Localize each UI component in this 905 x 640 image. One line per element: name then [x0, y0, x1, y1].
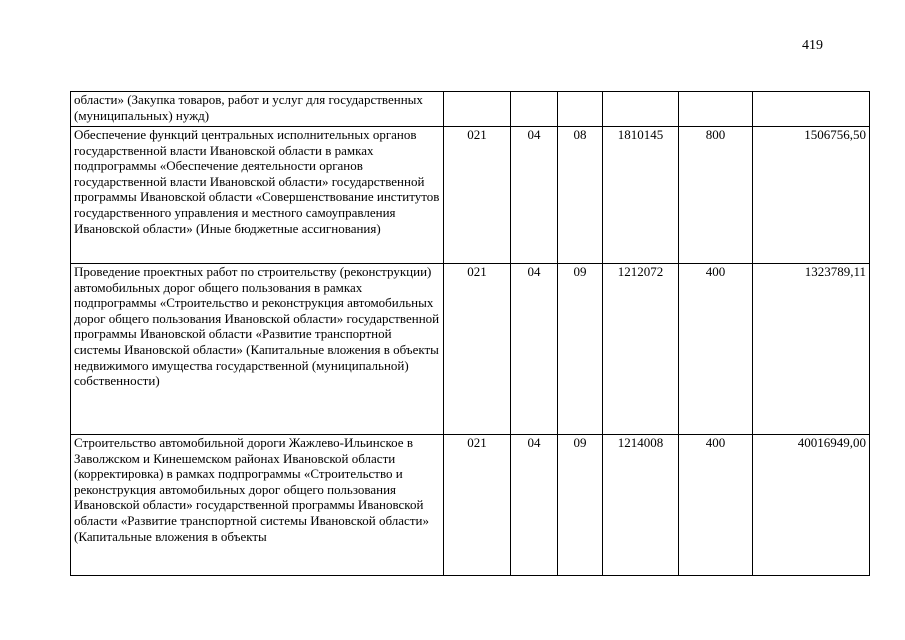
row-subsection-code: 09	[558, 264, 603, 435]
row-description: Проведение проектных работ по строительству (реконструкции) автомобильных дорог общего пользования в рамках подпрограммы «Строительство и реконструкция автомобильных дорог общего пользования Ивановской области» государственной программы Ивановской области «Развитие транспортной системы Ивановской области» (Капитальные вложения в объекты недвижимого имущества государственной (муниципальной) собственности)	[71, 264, 444, 435]
budget-table	[70, 91, 870, 576]
row-description: Строительство автомобильной дороги Жажлево-Ильинское в Заволжском и Кинешемском районах Ивановской области (корректировка) в рамках подпрограммы «Строительство и реконструкция автомобильных дорог общего пользования Ивановской области» государственной программы Ивановской области «Развитие транспортной системы Ивановской области» (Капитальные вложения в объекты	[71, 435, 444, 576]
row-ministry-code	[444, 92, 511, 127]
row-description: области» (Закупка товаров, работ и услуг для государственных (муниципальных) нужд)	[71, 92, 444, 127]
table-row	[71, 435, 870, 576]
row-expense-type: 400	[679, 264, 753, 435]
table-row	[71, 92, 870, 127]
row-subsection-code	[558, 92, 603, 127]
row-target-article: 1214008	[603, 435, 679, 576]
row-expense-type: 800	[679, 127, 753, 264]
row-target-article: 1810145	[603, 127, 679, 264]
row-amount: 1323789,11	[753, 264, 870, 435]
row-target-article: 1212072	[603, 264, 679, 435]
row-section-code: 04	[511, 127, 558, 264]
row-amount: 1506756,50	[753, 127, 870, 264]
table-row	[71, 264, 870, 435]
row-expense-type	[679, 92, 753, 127]
row-section-code: 04	[511, 435, 558, 576]
row-description: Обеспечение функций центральных исполнительных органов государственной власти Ивановской области в рамках подпрограммы «Обеспечение деятельности органов государственной власти Ивановской области» государственной программы Ивановской области «Совершенствование институтов государственного управления и местного самоуправления Ивановской области» (Иные бюджетные ассигнования)	[71, 127, 444, 264]
row-subsection-code: 08	[558, 127, 603, 264]
row-subsection-code: 09	[558, 435, 603, 576]
table-row	[71, 127, 870, 264]
row-ministry-code: 021	[444, 127, 511, 264]
row-ministry-code: 021	[444, 264, 511, 435]
row-section-code	[511, 92, 558, 127]
row-amount: 40016949,00	[753, 435, 870, 576]
row-section-code: 04	[511, 264, 558, 435]
row-target-article	[603, 92, 679, 127]
row-expense-type: 400	[679, 435, 753, 576]
row-ministry-code: 021	[444, 435, 511, 576]
row-amount	[753, 92, 870, 127]
page-number: 419	[802, 38, 823, 53]
